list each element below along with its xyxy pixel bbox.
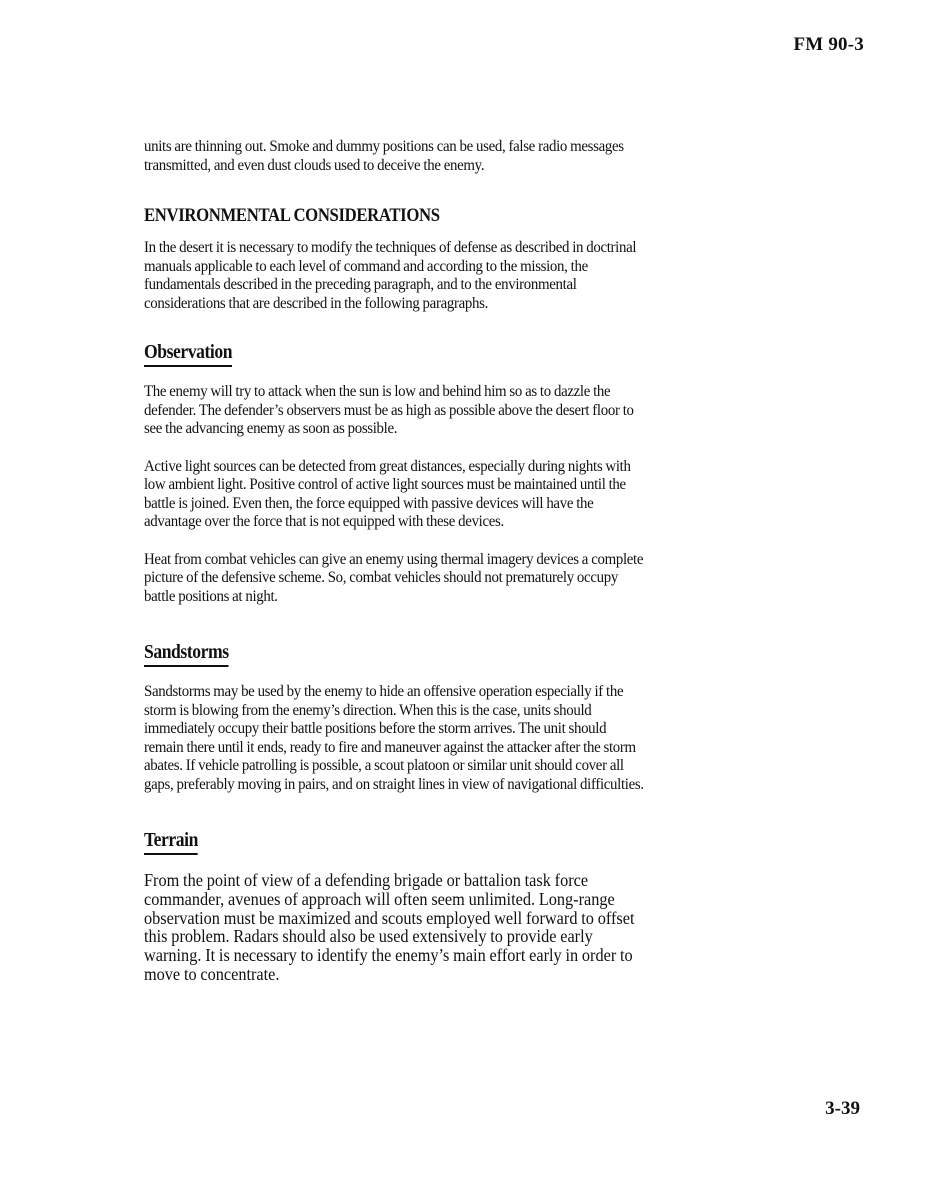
observation-paragraph-3: Heat from combat vehicles can give an enemy using thermal imagery devices a complete picture of the defensive scheme. So, combat vehicles should not prematurely occupy battle positions at night. <box>144 550 644 605</box>
environmental-considerations-heading: ENVIRONMENTAL CONSIDERATIONS <box>144 205 440 226</box>
observation-paragraph-1: The enemy will try to attack when the sun is low and behind him so as to dazzle the defender. The defender’s observers must be as high as possible above the desert floor to see the advancing enemy as soon as possible. <box>144 383 634 437</box>
sandstorms-paragraph: Sandstorms may be used by the enemy to hide an offensive operation especially if the storm is blowing from the enemy’s direction. When this is the case, units should immediately occupy their battle positions before the storm arrives. The unit should remain there until it ends, ready to fire and maneuver against the attacker after the storm abates. If vehicle patrolling is possible, a scout platoon or similar unit should cover all gaps, preferably moving in pairs, and on straight lines in view of navigational difficulties. <box>144 683 644 793</box>
observation-paragraph-2: Active light sources can be detected from great distances, especially during nights with low ambient light. Positive control of active light sources must be maintained until the battle is joined. Even then, the force equipped with passive devices will have the advantage over the force that is not equipped with these devices. <box>144 457 631 530</box>
terrain-heading: Terrain <box>144 829 198 855</box>
observation-heading: Observation <box>144 341 232 367</box>
intro-paragraph: units are thinning out. Smoke and dummy positions can be used, false radio messages transmitted, and even dust clouds used to deceive the enemy. <box>144 138 624 174</box>
terrain-paragraph: From the point of view of a defending brigade or battalion task force commander, avenues of approach will often seem unlimited. Long-range observation must be maximized and scouts employed well forward to offset this problem. Radars should also be used extensively to provide early warning. It is necessary to identify the enemy’s main effort early in order to move to concentrate. <box>144 870 635 984</box>
environmental-paragraph: In the desert it is necessary to modify the techniques of defense as described in doctrinal manuals applicable to each level of command and according to the mission, the fundamentals described in the preceding paragraph, and to the environmental considerations that are described in the following paragraphs. <box>144 239 637 312</box>
sandstorms-heading: Sandstorms <box>144 641 229 667</box>
page-body <box>144 138 664 984</box>
document-id: FM 90-3 <box>793 34 864 55</box>
page-number: 3-39 <box>825 1098 860 1119</box>
